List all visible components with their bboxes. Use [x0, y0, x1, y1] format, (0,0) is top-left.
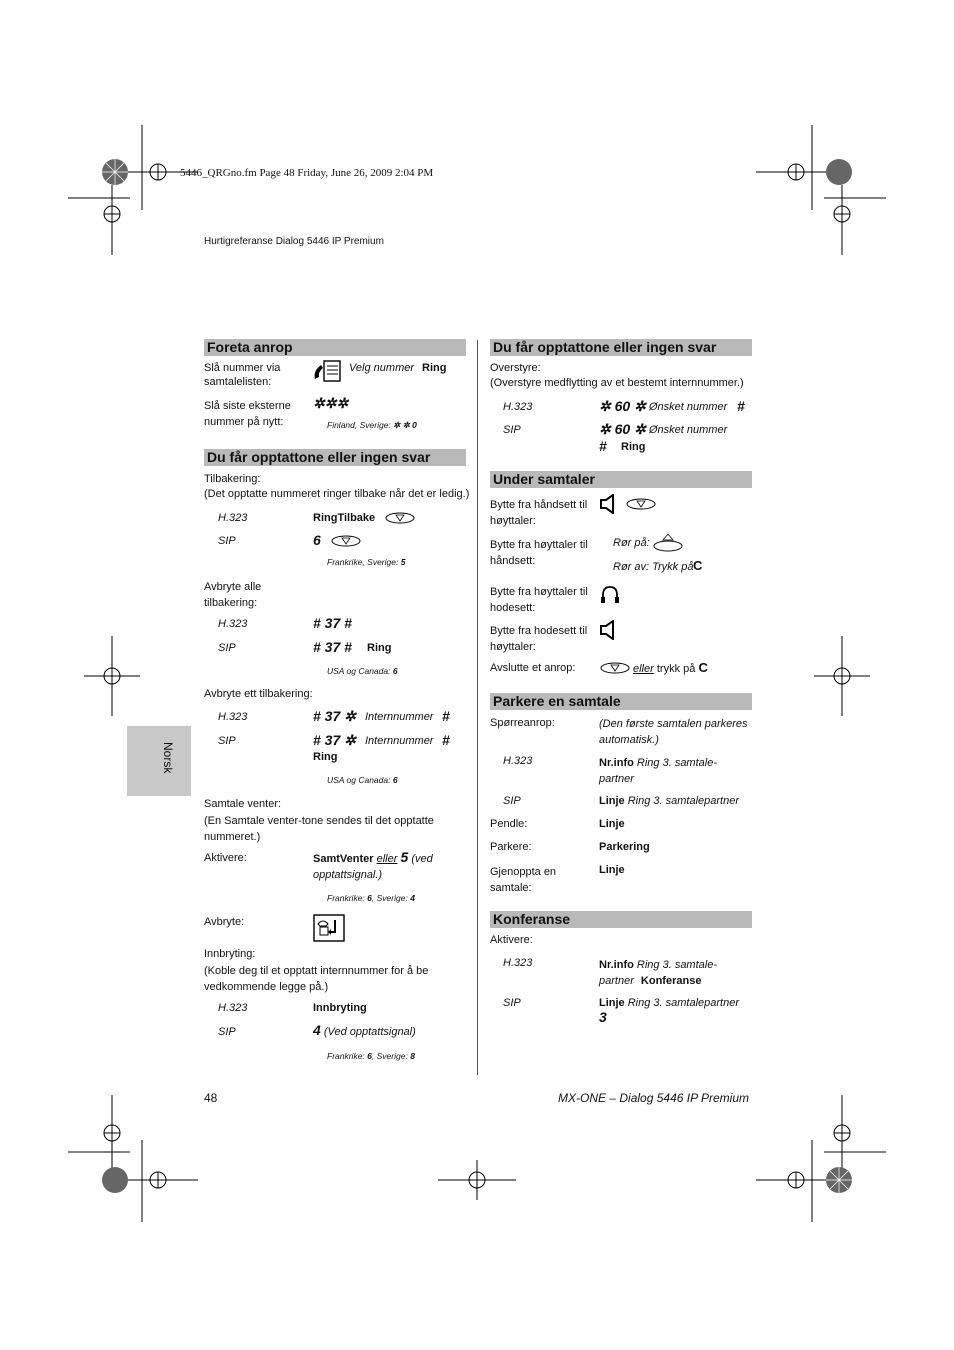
page-number: 48 [204, 1091, 218, 1105]
innbryting-label: Innbryting: [204, 948, 256, 960]
fr-value: 6 [367, 1051, 372, 1061]
innbryting-sip-instruction [313, 1022, 416, 1038]
sporreanrop-label: Spørreanrop: [490, 717, 555, 729]
usa-value: 6 [392, 666, 398, 676]
code-37: # 37 # [313, 639, 352, 655]
ring-softkey: Ring [621, 441, 646, 453]
partner-text: partner [599, 975, 634, 987]
konferanse-sip-instruction [599, 997, 739, 1009]
navigation-key-icon [384, 510, 416, 526]
siste-label: Slå siste eksterne nummer på nytt: [204, 400, 291, 428]
finland-note-label: Finland, Sverige: [327, 420, 391, 430]
star-keys: ✲✲✲ [313, 395, 349, 411]
aktivere-label: Aktivere: [204, 852, 247, 864]
ring3-text: Ring 3. samtale- [636, 959, 717, 971]
section-parkere: Parkere en samtale [490, 693, 752, 710]
key-3: 3 [599, 1009, 607, 1025]
linje-softkey: Linje [599, 818, 625, 830]
sip-label: SIP [503, 997, 521, 1009]
column-divider [477, 340, 478, 1075]
hash-key: # [442, 708, 450, 724]
hodesett-til-hoyttaler: Bytte fra hodesett til høyttaler: [490, 625, 588, 653]
usa-label: USA og Canada: [327, 666, 391, 676]
via-list-label: Slå nummer via samtalelisten: [204, 362, 281, 388]
sv-label: , Sverige: [371, 893, 408, 903]
innbryting-softkey: Innbryting [313, 1002, 367, 1014]
h323-label: H.323 [503, 755, 533, 767]
avbryte-ett-label: Avbryte ett tilbakering: [204, 688, 313, 700]
speaker-icon [599, 494, 619, 514]
ringtilbake-softkey: RingTilbake [313, 512, 376, 524]
sip-label: SIP [218, 735, 236, 747]
handsett-til-hoyttaler: Bytte fra håndsett til høyttaler: [490, 499, 588, 527]
samtventer-softkey: SamtVenter [313, 853, 374, 865]
eller-text: eller [376, 853, 398, 865]
linje-softkey: Linje [599, 864, 625, 876]
call-waiting-key-icon [313, 914, 345, 942]
avslutte-instruction [633, 660, 708, 675]
frankrike-label: Frankrike, Sverige: [327, 557, 399, 567]
section-under-samtaler: Under samtaler [490, 471, 752, 488]
footer-title: MX-ONE – Dialog 5446 IP Premium [558, 1091, 749, 1105]
code-37: # 37 # [313, 615, 352, 631]
hash-key: # [599, 438, 607, 454]
ring3-text: Ring 3. samtale- [636, 757, 717, 769]
sip-label: SIP [218, 642, 236, 654]
ror-pa: Rør på: [613, 537, 650, 549]
key-5: 5 [400, 849, 409, 865]
sip-label: SIP [503, 424, 521, 436]
samtale-venter-label: Samtale venter: [204, 798, 282, 810]
ror-av: Rør av: Trykk på [613, 561, 694, 573]
fr-value: 6 [367, 893, 372, 903]
section-opptatt-left: Du får opptattone eller ingen svar [204, 449, 466, 466]
onsket-nummer: Ønsket nummer [649, 401, 728, 413]
section-opptatt-right: Du får opptattone eller ingen svar [490, 339, 752, 356]
speaker-icon [599, 620, 619, 640]
avbryte-label: Avbryte: [204, 916, 245, 928]
ring-softkey: Ring [367, 642, 392, 654]
side-tab-label: Norsk [161, 742, 175, 774]
tilbakering-label: Tilbakering: [204, 473, 261, 485]
partner-text: partner [599, 773, 634, 785]
h323-label: H.323 [218, 512, 248, 524]
sv-value: 8 [410, 1051, 415, 1061]
parkere-sip-instruction [599, 795, 739, 807]
fr-label: Frankrike: [327, 893, 365, 903]
fr-label: Frankrike: [327, 1051, 365, 1061]
tilbakering-desc: (Det opptatte nummeret ringer tilbake når det er ledig.) [204, 488, 470, 500]
gjenoppta-label: Gjenoppta en samtale: [490, 866, 557, 894]
running-header: Hurtigreferanse Dialog 5446 IP Premium [204, 236, 384, 247]
internnummer: Internnummer [365, 711, 434, 723]
section-foreta-anrop: Foreta anrop [204, 339, 466, 356]
h323-label: H.323 [503, 957, 533, 969]
innbryting-desc: (Koble deg til et opptatt internnummer for å be vedkommende legge på.) [204, 965, 429, 993]
hash-key: # [737, 398, 745, 414]
usa-note [327, 666, 398, 676]
section-konferanse: Konferanse [490, 911, 752, 928]
sip-label: SIP [503, 795, 521, 807]
sv-label: , Sverige: [371, 1051, 408, 1061]
samtale-venter-desc: (En Samtale venter-tone sendes til det opptatte nummeret.) [204, 815, 434, 843]
h323-label: H.323 [218, 1002, 248, 1014]
usa-note [327, 775, 398, 785]
usa-value: 6 [392, 775, 398, 785]
pendle-label: Pendle: [490, 818, 528, 830]
overstyre-label: Overstyre: [490, 362, 541, 374]
konferanse-softkey: Konferanse [640, 975, 702, 987]
samtventer-instruction [313, 849, 463, 883]
key-6: 6 [313, 532, 321, 548]
ring3-text: Ring 3. samtalepartner [627, 997, 740, 1009]
c-key: C [698, 660, 708, 675]
h323-label: H.323 [218, 711, 248, 723]
ved-signal: (ved opptattsignal.) [313, 853, 433, 881]
frankrike-note [327, 557, 405, 567]
code-60: ✲ 60 ✲ [599, 421, 646, 437]
h323-label: H.323 [503, 401, 533, 413]
navigation-key-icon [599, 660, 631, 676]
side-tab [127, 726, 191, 796]
linje-softkey: Linje [599, 795, 625, 807]
fr-sv-note-2 [327, 1051, 415, 1061]
finland-note [327, 420, 417, 431]
parkere-h323-instruction [599, 755, 749, 787]
navigation-key-icon [625, 496, 657, 512]
trykk-text: trykk på [656, 663, 696, 675]
usa-label: USA og Canada: [327, 775, 391, 785]
code-37-star: # 37 ✲ [313, 732, 356, 748]
avslutte-label: Avslutte et anrop: [490, 662, 576, 674]
eller-text: eller [633, 663, 654, 675]
forste-samtalen: (Den første samtalen parkeres automatisk.) [599, 718, 748, 746]
linje-softkey: Linje [599, 997, 625, 1009]
key-4: 4 [313, 1022, 321, 1038]
fr-sv-note [327, 893, 415, 903]
avbryte-alle-label: Avbryte alle tilbakering: [204, 581, 262, 609]
internnummer: Internnummer [365, 735, 434, 747]
headset-icon [599, 585, 621, 607]
parkering-softkey: Parkering [599, 841, 650, 853]
hoyttaler-til-hodesett: Bytte fra høyttaler til hodesett: [490, 586, 588, 614]
onsket-nummer: Ønsket nummer [649, 424, 728, 436]
ring3-text: Ring 3. samtalepartner [627, 795, 740, 807]
sv-value: 4 [410, 893, 415, 903]
navigation-key-icon [330, 533, 362, 549]
code-60: ✲ 60 ✲ [599, 398, 646, 414]
handset-lift-icon [651, 533, 685, 553]
frankrike-value: 5 [400, 557, 406, 567]
ring-softkey: Ring [422, 362, 447, 374]
phonebook-icon [312, 359, 342, 383]
hoyttaler-til-handsett: Bytte fra høyttaler til håndsett: [490, 539, 588, 567]
konferanse-h323-instruction [599, 957, 749, 989]
sip-label: SIP [218, 535, 236, 547]
h323-label: H.323 [218, 618, 248, 630]
code-37-star: # 37 ✲ [313, 708, 356, 724]
nrinfo-softkey: Nr.info [599, 757, 634, 769]
c-key: C [693, 558, 703, 573]
ring-softkey: Ring [313, 751, 338, 763]
frame-stamp: 5446_QRGno.fm Page 48 Friday, June 26, 2009 2:04 PM [180, 167, 434, 179]
finland-keys: ✲ ✲ 0 [393, 420, 417, 430]
sip-label: SIP [218, 1026, 236, 1038]
hash-key: # [442, 732, 450, 748]
nrinfo-softkey: Nr.info [599, 959, 634, 971]
parkere-label: Parkere: [490, 841, 532, 853]
velg-nummer: Velg nummer [349, 362, 415, 374]
aktivere-label: Aktivere: [490, 934, 533, 946]
ved-opptattsignal: (Ved opptattsignal) [323, 1026, 416, 1038]
overstyre-desc: (Overstyre medflytting av et bestemt internnummer.) [490, 377, 744, 389]
